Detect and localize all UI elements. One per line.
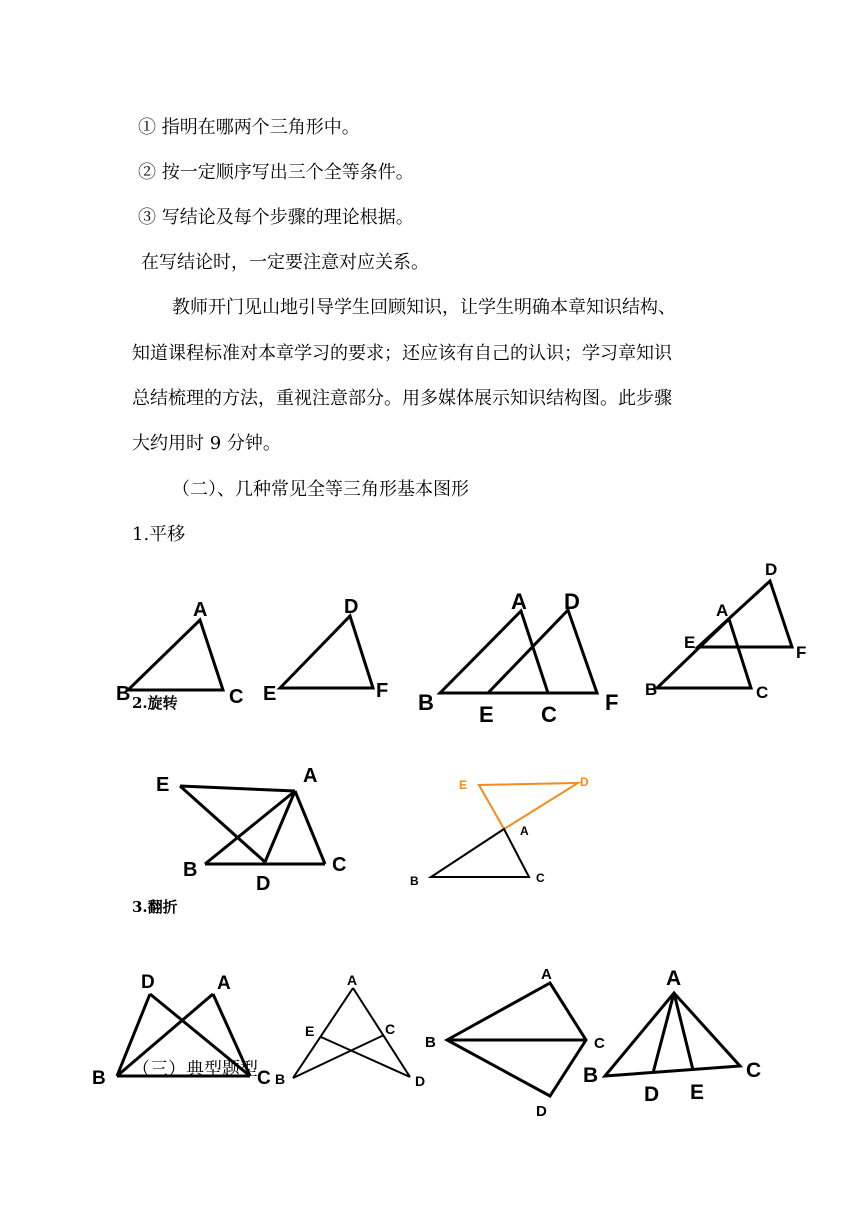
label-C: C [756, 683, 769, 702]
label-E: E [684, 633, 696, 652]
label-C: C [385, 1021, 396, 1037]
label-F: F [796, 643, 807, 662]
step-2: ② 按一定顺序写出三个全等条件。 [138, 162, 414, 183]
label-B: B [418, 690, 434, 715]
triangle-def-1 [280, 616, 373, 688]
label-E: E [305, 1023, 315, 1039]
section-two-heading: （二）、几种常见全等三角形基本图形 [172, 479, 469, 500]
label-D: D [344, 596, 359, 618]
subsection-rotation: 2.旋转 [132, 694, 178, 712]
label-B: B [183, 859, 198, 881]
translate-triangle-abc [440, 611, 548, 693]
label-D: D [141, 972, 155, 993]
paragraph-line-4: 大约用时 9 分钟。 [132, 433, 281, 454]
label-E: E [459, 778, 468, 792]
label-A: A [666, 967, 682, 990]
note-line: 在写结论时，一定要注意对应关系。 [141, 252, 429, 273]
subsection-translation: 1.平移 [132, 524, 186, 545]
label-E: E [156, 774, 170, 796]
label-A: A [520, 824, 529, 838]
label-F: F [605, 690, 619, 715]
label-D: D [256, 873, 271, 895]
paragraph-line-3: 总结梳理的方法，重视注意部分。用多媒体展示知识结构图。此步骤 [132, 388, 672, 409]
label-E: E [479, 702, 494, 727]
label-B: B [116, 683, 131, 705]
label-C: C [594, 1035, 605, 1052]
label-A: A [511, 589, 527, 614]
label-B: B [275, 1071, 286, 1087]
label-B: B [645, 680, 658, 699]
label-A: A [217, 973, 231, 994]
paragraph-line-1: 教师开门见山地引导学生回顾知识，让学生明确本章知识结构、 [172, 297, 676, 318]
label-A: A [347, 972, 358, 988]
triangle-abc-1 [128, 620, 223, 690]
label-B: B [92, 1068, 106, 1089]
label-C: C [229, 686, 244, 708]
label-B: B [583, 1064, 599, 1087]
label-C: C [257, 1068, 271, 1089]
paragraph-line-2: 知道课程标准对本章学习的要求；还应该有自己的认识；学习章知识 [132, 343, 672, 364]
label-A: A [193, 599, 208, 621]
section-three-heading: （三）典型题型 [132, 1059, 258, 1080]
label-E: E [690, 1081, 705, 1104]
label-D: D [644, 1083, 660, 1106]
label-A: A [716, 601, 729, 620]
label-C: C [536, 871, 545, 885]
label-C: C [541, 702, 557, 727]
label-D: D [536, 1103, 547, 1120]
label-E: E [263, 683, 277, 705]
label-F: F [376, 680, 389, 702]
label-B: B [425, 1034, 436, 1051]
label-B: B [410, 874, 419, 888]
label-C: C [746, 1059, 762, 1082]
step-3: ③ 写结论及每个步骤的理论根据。 [138, 207, 414, 228]
label-D: D [564, 589, 580, 614]
label-C: C [332, 854, 347, 876]
label-A: A [541, 966, 552, 983]
label-D: D [580, 775, 589, 789]
label-D: D [415, 1073, 426, 1089]
label-D: D [765, 560, 778, 579]
label-A: A [303, 765, 318, 787]
overlap-triangle-abc [657, 619, 751, 688]
subsection-fold: 3.翻折 [132, 898, 178, 916]
step-1: ① 指明在哪两个三角形中。 [138, 117, 360, 138]
